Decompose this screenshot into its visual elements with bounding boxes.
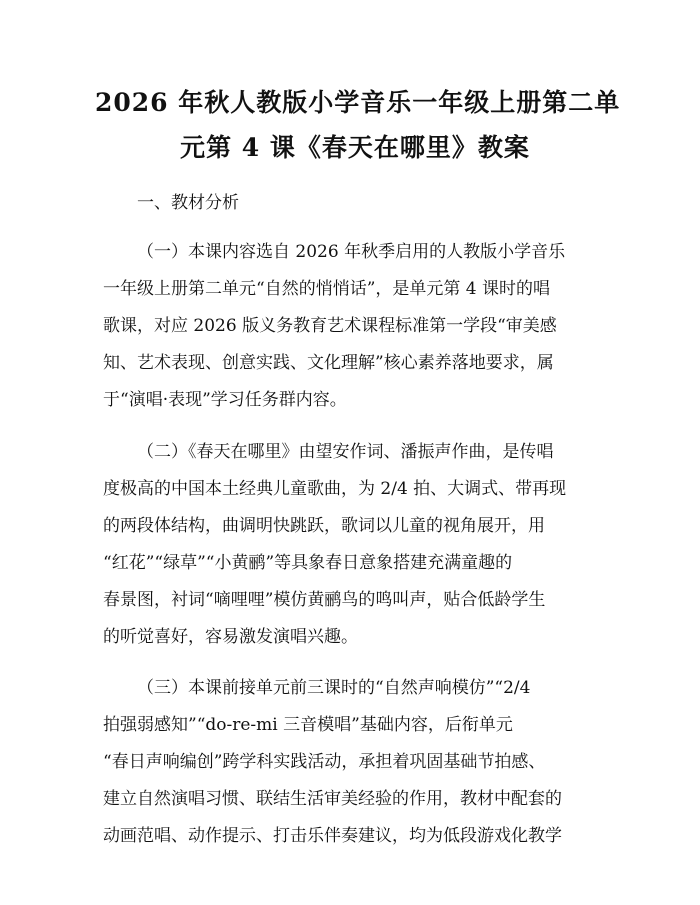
paragraph-1-line: 知、艺术表现、创意实践、文化理解”核心素养落地要求，属 [103,353,554,373]
paragraph-2-line: “红花”“绿草”“小黄鹂”等具象春日意象搭建充满童趣的 [103,553,513,573]
paragraph-3-line: 拍强弱感知”“do-re-mi 三音模唱”基础内容，后衔单元 [103,715,513,735]
section-heading-textbook-analysis: 一、教材分析 [137,193,239,213]
paragraph-1-line: 歌课，对应 2026 版义务教育艺术课程标准第一学段“审美感 [103,316,557,336]
paragraph-3-line: 动画范唱、动作提示、打击乐伴奏建议，均为低段游戏化教学 [103,826,562,846]
paragraph-2-line: 的听觉喜好，容易激发演唱兴趣。 [103,627,358,647]
paragraph-1-line: 一年级上册第二单元“自然的悄悄话”，是单元第 4 课时的唱 [103,279,551,299]
paragraph-2-line: 度极高的中国本土经典儿童歌曲，为 2/4 拍、大调式、带再现 [103,479,567,499]
document-title-line-1: 2026 年秋人教版小学音乐一年级上册第二单 [95,88,621,117]
paragraph-3-line: “春日声响编创”跨学科实践活动，承担着巩固基础节拍感、 [103,752,546,772]
paragraph-2-line: （二）《春天在哪里》由望安作词、潘振声作曲，是传唱 [137,442,554,462]
paragraph-3-line: （三）本课前接单元前三课时的“自然声响模仿”“2/4 [137,678,531,698]
paragraph-1-line: （一）本课内容选自 2026 年秋季启用的人教版小学音乐 [137,242,566,262]
paragraph-2-line: 春景图，衬词“嘀哩哩”模仿黄鹂鸟的鸣叫声，贴合低龄学生 [103,590,546,610]
document-title-line-2: 元第 4 课《春天在哪里》教案 [180,133,530,162]
paragraph-3-line: 建立自然演唱习惯、联结生活审美经验的作用，教材中配套的 [103,789,562,809]
paragraph-1-line: 于“演唱·表现”学习任务群内容。 [103,390,347,410]
paragraph-2-line: 的两段体结构，曲调明快跳跃，歌词以儿童的视角展开，用 [103,516,545,536]
